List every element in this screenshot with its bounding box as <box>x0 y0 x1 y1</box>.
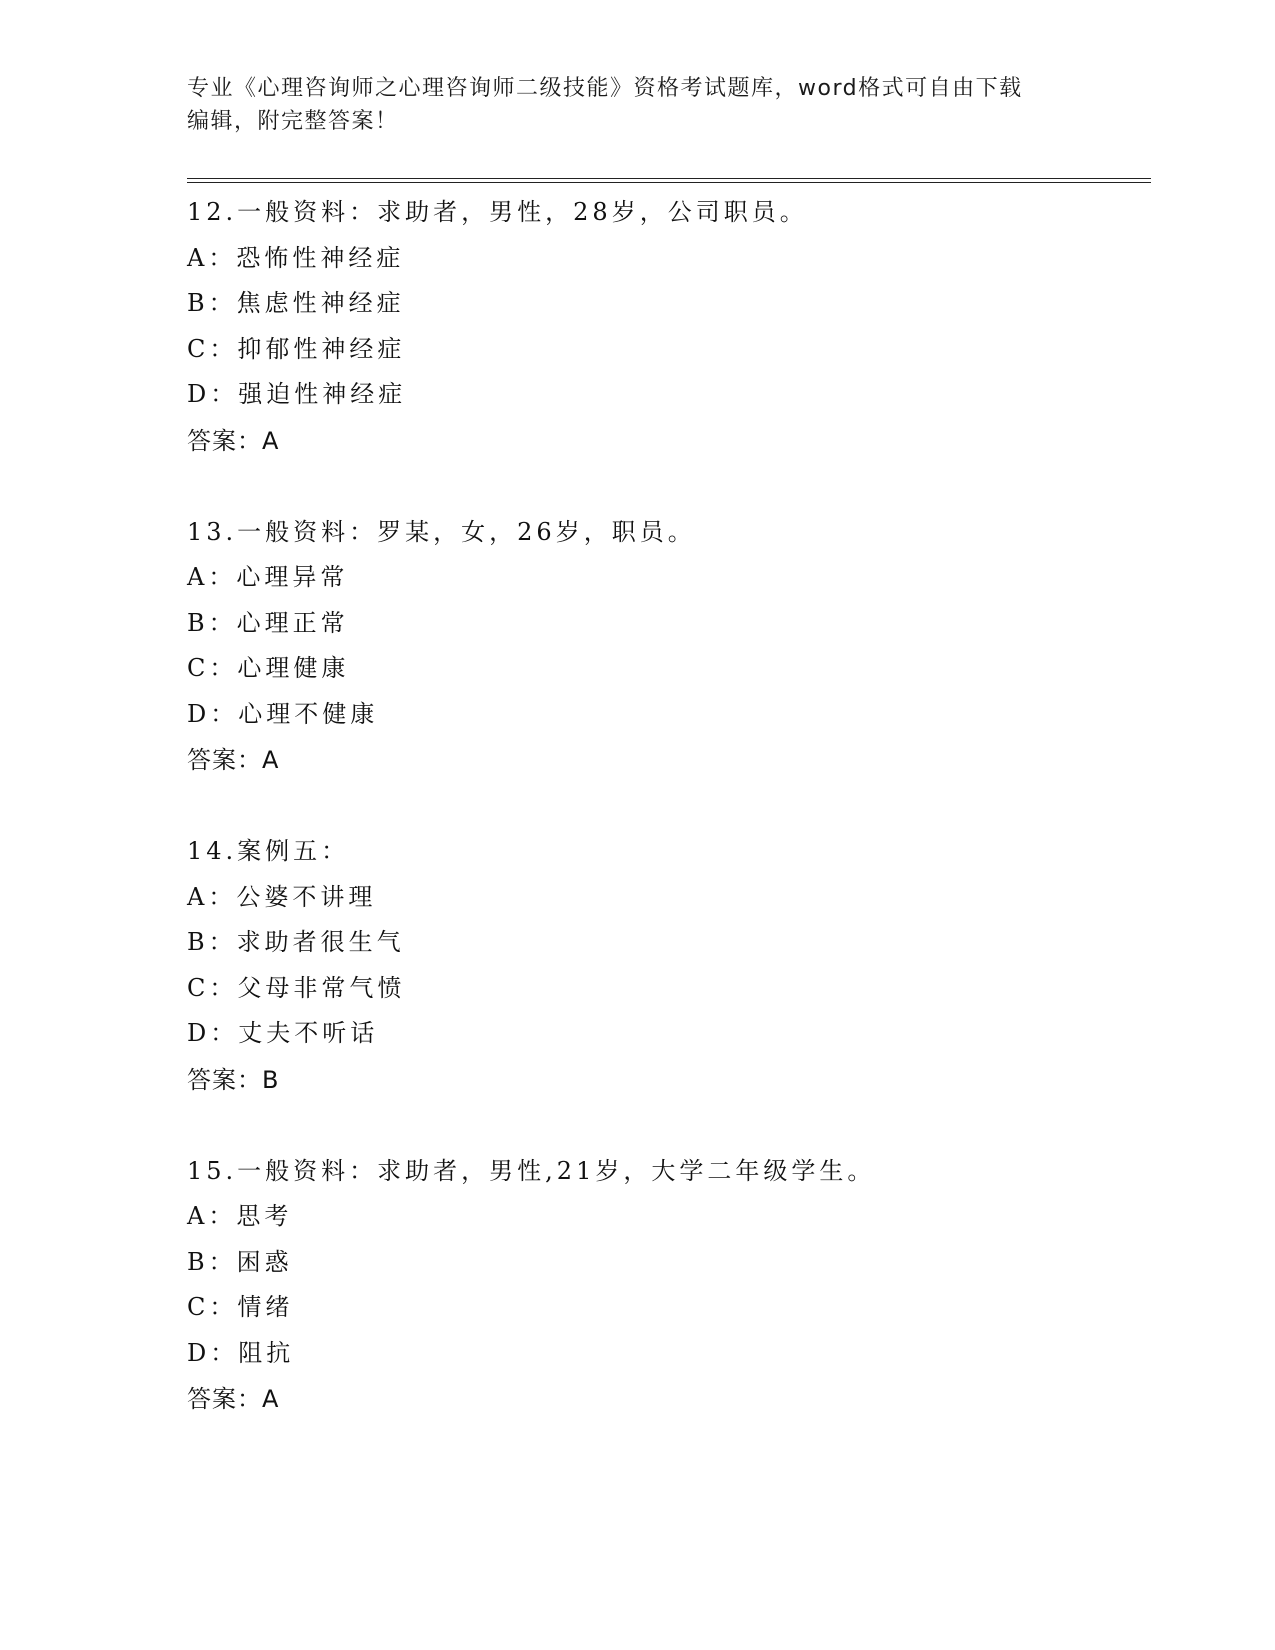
option-b: B：求助者很生气 <box>187 928 405 956</box>
option-d: D：丈夫不听话 <box>187 1019 379 1047</box>
header-divider-top <box>187 178 1151 179</box>
option-b: B：困惑 <box>187 1247 293 1276</box>
question-item <box>187 1149 1151 1423</box>
option-b: B：心理正常 <box>187 608 349 637</box>
option-a: A：公婆不讲理 <box>187 882 377 911</box>
question-list <box>187 190 1151 1468</box>
option-a: A：恐怖性神经症 <box>187 243 405 272</box>
document-header <box>187 72 1087 138</box>
question-item <box>187 510 1151 784</box>
option-c: C：父母非常气愤 <box>187 973 406 1002</box>
option-c: C：抑郁性神经症 <box>187 334 406 363</box>
question-item <box>187 190 1151 464</box>
answer: 答案：A <box>187 746 280 774</box>
header-line-2: 编辑，附完整答案！ <box>187 109 399 134</box>
option-c: C：情绪 <box>187 1293 294 1321</box>
question-item <box>187 829 1151 1103</box>
question-stem: 12.一般资料：求助者，男性，28岁，公司职员。 <box>187 198 808 226</box>
option-b: B：焦虑性神经症 <box>187 289 405 317</box>
answer: 答案：B <box>187 1065 280 1094</box>
option-d: D：阻抗 <box>187 1338 295 1367</box>
option-a: A：心理异常 <box>187 563 349 591</box>
header-line-1: 专业《心理咨询师之心理咨询师二级技能》资格考试题库，word格式可自由下载 <box>187 76 1023 101</box>
answer: 答案：A <box>187 1385 280 1413</box>
question-stem: 15.一般资料：求助者，男性,21岁，大学二年级学生。 <box>187 1156 876 1185</box>
answer: 答案：A <box>187 426 280 455</box>
option-d: D：心理不健康 <box>187 699 379 728</box>
header-divider-bottom <box>187 182 1151 183</box>
option-a: A：思考 <box>187 1202 293 1230</box>
option-d: D：强迫性神经症 <box>187 380 407 408</box>
option-c: C：心理健康 <box>187 654 350 682</box>
question-stem: 14.案例五： <box>187 837 350 865</box>
question-stem: 13.一般资料：罗某，女，26岁，职员。 <box>187 517 696 546</box>
